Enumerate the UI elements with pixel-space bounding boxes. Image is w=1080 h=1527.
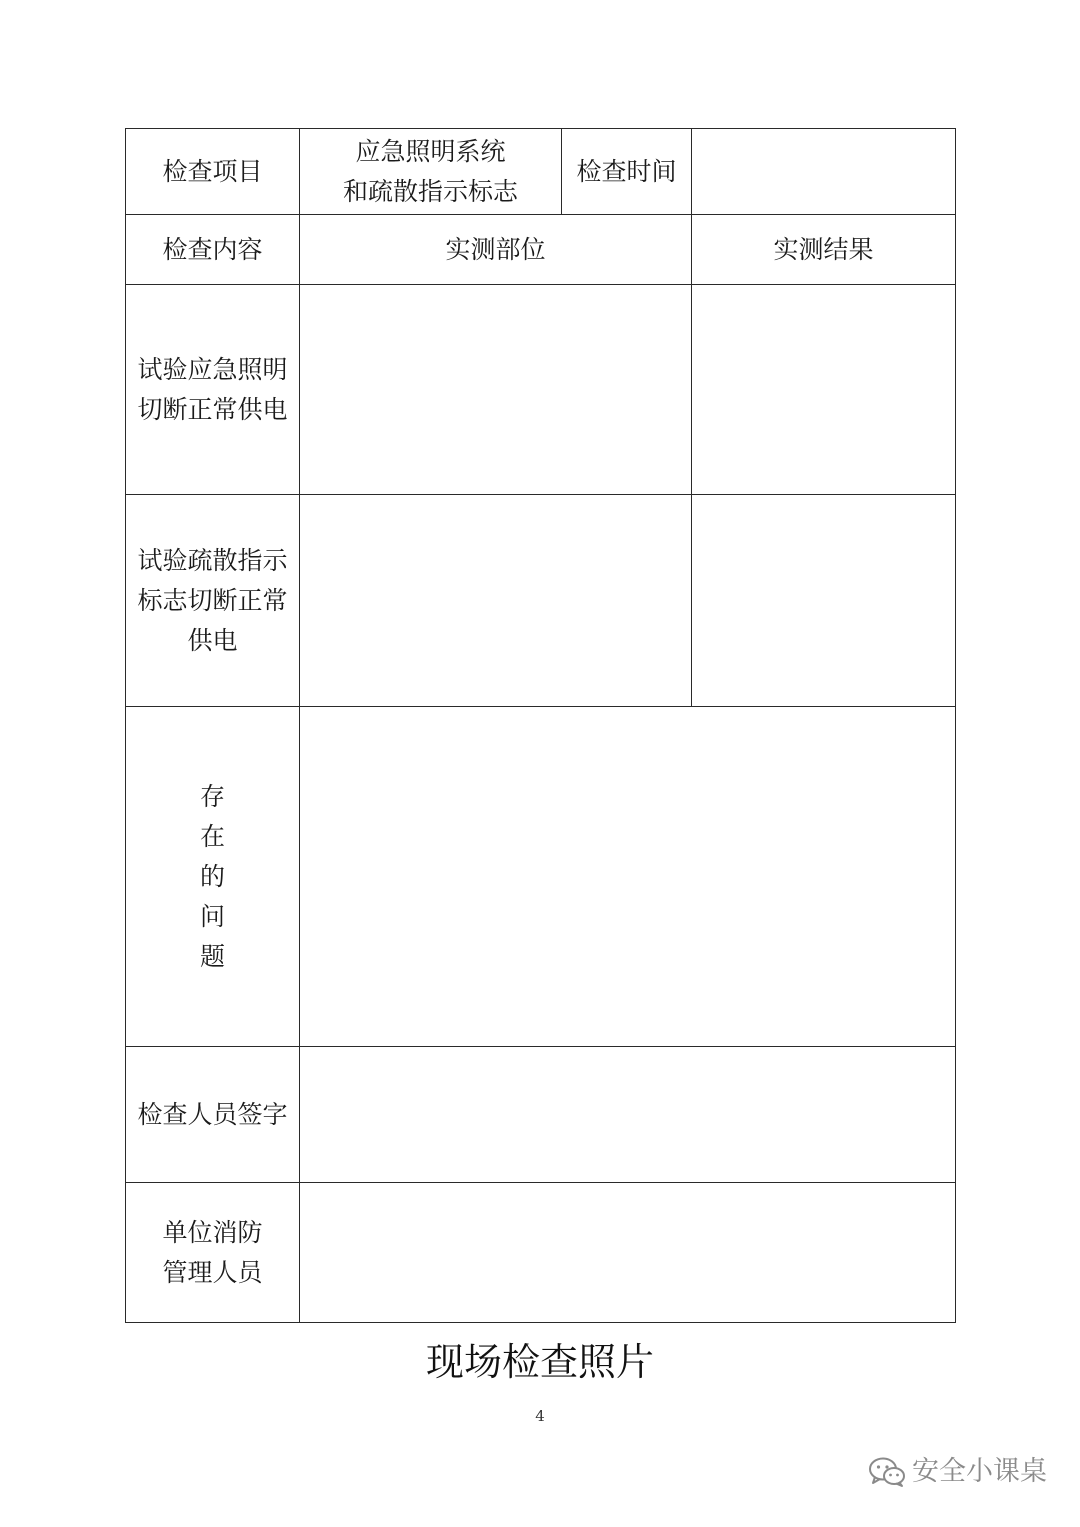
inspection-content-header: 检查内容 (162, 234, 263, 264)
inspection-time-label-cell (562, 129, 692, 215)
form-row-inspector-signature (126, 1047, 956, 1183)
inspection-time-field[interactable] (692, 129, 956, 215)
inspection-item-label: 检查项目 (162, 156, 263, 186)
evacuation-sign-result-field[interactable] (692, 495, 956, 707)
existing-problems-label: 存在的问题 (199, 781, 225, 971)
inspection-item-value: 应急照明系统 和疏散指示标志 (342, 136, 518, 206)
inspector-signature-label: 检查人员签字 (137, 1099, 288, 1129)
form-row-emergency-lighting-test (126, 285, 956, 495)
form-row-fire-manager (126, 1183, 956, 1323)
inspection-form-table (125, 128, 956, 1323)
form-row-headers (126, 215, 956, 285)
existing-problems-field[interactable] (300, 707, 956, 1047)
measured-result-header-cell (692, 215, 956, 285)
evacuation-sign-test-label: 试验疏散指示 标志切断正常 供电 (137, 545, 288, 655)
emergency-lighting-result-field[interactable] (692, 285, 956, 495)
inspection-time-label: 检查时间 (576, 156, 677, 186)
page-number: 4 (535, 1407, 545, 1425)
fire-manager-label: 单位消防 管理人员 (162, 1217, 263, 1287)
wechat-icon (868, 1456, 906, 1488)
inspector-signature-field[interactable] (300, 1047, 956, 1183)
existing-problems-label-cell (126, 707, 300, 1047)
evacuation-sign-location-field[interactable] (300, 495, 692, 707)
fire-manager-label-cell (126, 1183, 300, 1323)
form-row-evacuation-sign-test (126, 495, 956, 707)
form-row-existing-problems (126, 707, 956, 1047)
inspection-content-header-cell (126, 215, 300, 285)
watermark-text: 安全小课桌 (912, 1456, 1047, 1487)
page-heading: 现场检查照片 (425, 1340, 654, 1384)
form-row-inspection-item (126, 129, 956, 215)
inspection-item-label-cell (126, 129, 300, 215)
emergency-lighting-location-field[interactable] (300, 285, 692, 495)
measured-location-header: 实测部位 (445, 234, 546, 264)
emergency-lighting-test-label-cell (126, 285, 300, 495)
inspection-item-value-cell (300, 129, 562, 215)
measured-result-header: 实测结果 (773, 234, 874, 264)
emergency-lighting-test-label: 试验应急照明 切断正常供电 (137, 354, 288, 424)
fire-manager-field[interactable] (300, 1183, 956, 1323)
evacuation-sign-test-label-cell (126, 495, 300, 707)
watermark (868, 1456, 1047, 1488)
measured-location-header-cell (300, 215, 692, 285)
inspector-signature-label-cell (126, 1047, 300, 1183)
